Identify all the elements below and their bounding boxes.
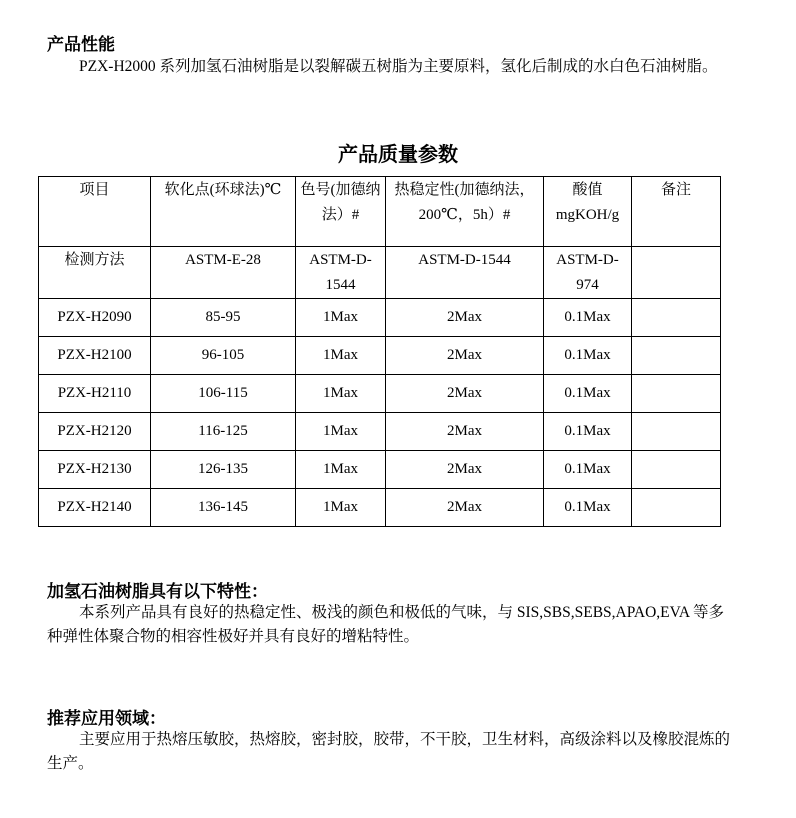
- product-row: [39, 413, 721, 451]
- softening-point: 116-125: [151, 413, 296, 451]
- performance-text: PZX-H2000 系列加氢石油树脂是以裂解碳五树脂为主要原料，氢化后制成的水白色石油树脂。: [79, 58, 718, 75]
- color-value: 1Max: [296, 451, 386, 489]
- thermal-stability-value: 2Max: [386, 451, 544, 489]
- softening-point: 126-135: [151, 451, 296, 489]
- product-model: PZX-H2110: [39, 375, 151, 413]
- method-thermal-stability: ASTM-D-1544: [386, 247, 544, 299]
- product-row: [39, 451, 721, 489]
- header-remarks: 备注: [632, 177, 721, 247]
- applications-heading: 推荐应用领域：: [47, 709, 166, 729]
- product-row: [39, 375, 721, 413]
- color-value: 1Max: [296, 489, 386, 527]
- table-header-row: [39, 177, 721, 247]
- thermal-stability-value: 2Max: [386, 299, 544, 337]
- quality-parameters-table: [38, 176, 721, 527]
- features-text: 本系列产品具有良好的热稳定性、极浅的颜色和极低的气味，与 SIS,SBS,SEBS,APAO,EVA 等多种弹性体聚合物的相容性极好并具有良好的增粘特性。: [47, 604, 725, 645]
- softening-point: 106-115: [151, 375, 296, 413]
- header-item: 项目: [39, 177, 151, 247]
- method-label: 检测方法: [39, 247, 151, 299]
- method-color: ASTM-D-1544: [296, 247, 386, 299]
- remarks-value: [632, 375, 721, 413]
- product-model: PZX-H2090: [39, 299, 151, 337]
- product-row: [39, 299, 721, 337]
- acid-value: 0.1Max: [544, 489, 632, 527]
- method-acid-value: ASTM-D-974: [544, 247, 632, 299]
- acid-value: 0.1Max: [544, 451, 632, 489]
- color-value: 1Max: [296, 413, 386, 451]
- acid-value: 0.1Max: [544, 413, 632, 451]
- product-model: PZX-H2120: [39, 413, 151, 451]
- product-model: PZX-H2130: [39, 451, 151, 489]
- remarks-value: [632, 451, 721, 489]
- product-row: [39, 337, 721, 375]
- header-acid-value: 酸值 mgKOH/g: [544, 177, 632, 247]
- softening-point: 85-95: [151, 299, 296, 337]
- acid-value: 0.1Max: [544, 375, 632, 413]
- softening-point: 96-105: [151, 337, 296, 375]
- thermal-stability-value: 2Max: [386, 375, 544, 413]
- remarks-value: [632, 337, 721, 375]
- remarks-value: [632, 489, 721, 527]
- color-value: 1Max: [296, 299, 386, 337]
- thermal-stability-value: 2Max: [386, 337, 544, 375]
- method-softening-point: ASTM-E-28: [151, 247, 296, 299]
- method-remarks: [632, 247, 721, 299]
- color-value: 1Max: [296, 375, 386, 413]
- color-value: 1Max: [296, 337, 386, 375]
- header-color: 色号(加德纳法）#: [296, 177, 386, 247]
- applications-text: 主要应用于热熔压敏胶，热熔胶，密封胶，胶带，不干胶，卫生材料，高级涂料以及橡胶混炼的生产。: [47, 731, 731, 772]
- features-heading: 加氢石油树脂具有以下特性：: [47, 582, 268, 602]
- quality-table-title: 产品质量参数: [338, 142, 458, 166]
- product-model: PZX-H2140: [39, 489, 151, 527]
- thermal-stability-value: 2Max: [386, 489, 544, 527]
- remarks-value: [632, 413, 721, 451]
- remarks-value: [632, 299, 721, 337]
- performance-heading: 产品性能: [47, 35, 115, 55]
- softening-point: 136-145: [151, 489, 296, 527]
- product-row: [39, 489, 721, 527]
- header-thermal-stability: 热稳定性(加德纳法，200℃，5h）#: [386, 177, 544, 247]
- acid-value: 0.1Max: [544, 337, 632, 375]
- acid-value: 0.1Max: [544, 299, 632, 337]
- test-method-row: [39, 247, 721, 299]
- header-softening-point: 软化点(环球法)℃: [151, 177, 296, 247]
- product-model: PZX-H2100: [39, 337, 151, 375]
- thermal-stability-value: 2Max: [386, 413, 544, 451]
